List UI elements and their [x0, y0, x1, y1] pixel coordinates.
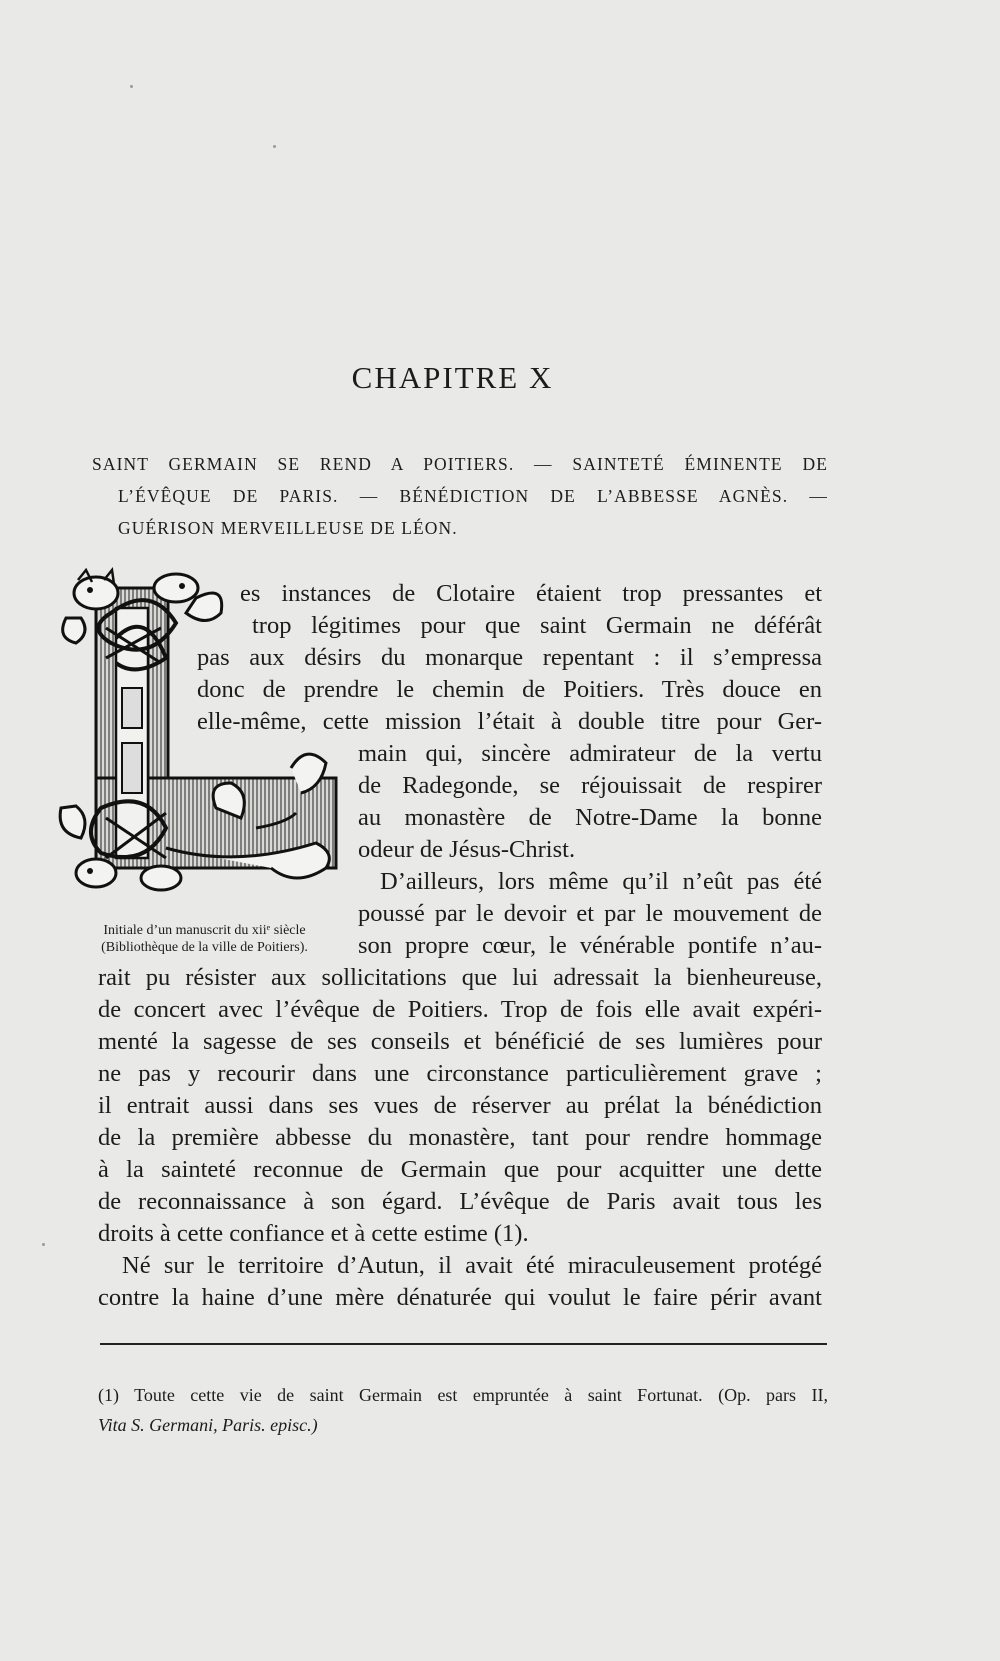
paper-speck	[42, 1243, 45, 1246]
footnote-line: Vita S. Germani, Paris. episc.)	[98, 1415, 318, 1435]
illustration-caption	[62, 922, 347, 956]
body-line: poussé par le devoir et par le mouvement de	[358, 900, 822, 927]
footnote-line: (1) Toute cette vie de saint Germain est empruntée à saint Fortunat. (Op. pars II,	[98, 1385, 828, 1405]
paper-speck	[273, 145, 276, 148]
body-line: droits à cette confiance et à cette estime (1).	[98, 1220, 529, 1247]
body-line: donc de prendre le chemin de Poitiers. Très douce en	[197, 676, 822, 703]
body-line: de la première abbesse du monastère, tant pour rendre hommage	[98, 1124, 822, 1151]
body-line: il entrait aussi dans ses vues de réserver au prélat la bénédiction	[98, 1092, 822, 1119]
footnote-divider	[100, 1343, 827, 1345]
body-line: de concert avec l’évêque de Poitiers. Trop de fois elle avait expéri-	[98, 996, 822, 1023]
body-line: de Radegonde, se réjouissait de respirer	[358, 772, 822, 799]
body-line: son propre cœur, le vénérable pontife n’au-	[358, 932, 822, 959]
body-line: odeur de Jésus-Christ.	[358, 836, 576, 863]
body-line: pas aux désirs du monarque repentant : il s’empressa	[197, 644, 822, 671]
footnote	[98, 1380, 828, 1440]
body-line: menté la sagesse de ses conseils et bénéficié de ses lumières pour	[98, 1028, 822, 1055]
body-line: trop légitimes pour que saint Germain ne déférât	[252, 612, 822, 639]
summary-line: L’ÉVÊQUE DE PARIS. — BÉNÉDICTION DE L’ABBESSE AGNÈS. —	[118, 486, 828, 506]
body-line: au monastère de Notre-Dame la bonne	[358, 804, 822, 831]
caption-line: Initiale d’un manuscrit du xiiᵉ siècle	[103, 923, 306, 938]
body-line: es instances de Clotaire étaient trop pressantes et	[240, 580, 822, 607]
summary-line: GUÉRISON MERVEILLEUSE DE LÉON.	[118, 518, 458, 538]
body-line: de reconnaissance à son égard. L’évêque de Paris avait tous les	[98, 1188, 822, 1215]
chapter-title: CHAPITRE X	[351, 360, 554, 395]
body-line: D’ailleurs, lors même qu’il n’eût pas été	[380, 868, 822, 895]
body-line: contre la haine d’une mère dénaturée qui voulut le faire périr avant	[98, 1284, 822, 1311]
body-line: à la sainteté reconnue de Germain que pour acquitter une dette	[98, 1156, 822, 1183]
body-line: main qui, sincère admirateur de la vertu	[358, 740, 822, 767]
paper-speck	[130, 85, 133, 88]
svg-text:L: L	[56, 555, 66, 572]
body-line: elle-même, cette mission l’était à double titre pour Ger-	[197, 708, 822, 735]
chapter-summary	[92, 448, 828, 544]
body-line: Né sur le territoire d’Autun, il avait été miraculeusement protégé	[122, 1252, 822, 1279]
caption-line: (Bibliothèque de la ville de Poitiers).	[101, 940, 308, 955]
body-line: rait pu résister aux sollicitations que lui adressait la bienheureuse,	[98, 964, 822, 991]
body-line: ne pas y recourir dans une circonstance particulièrement grave ;	[98, 1060, 822, 1087]
summary-line: SAINT GERMAIN SE REND A POITIERS. — SAINTETÉ ÉMINENTE DE	[92, 454, 828, 474]
